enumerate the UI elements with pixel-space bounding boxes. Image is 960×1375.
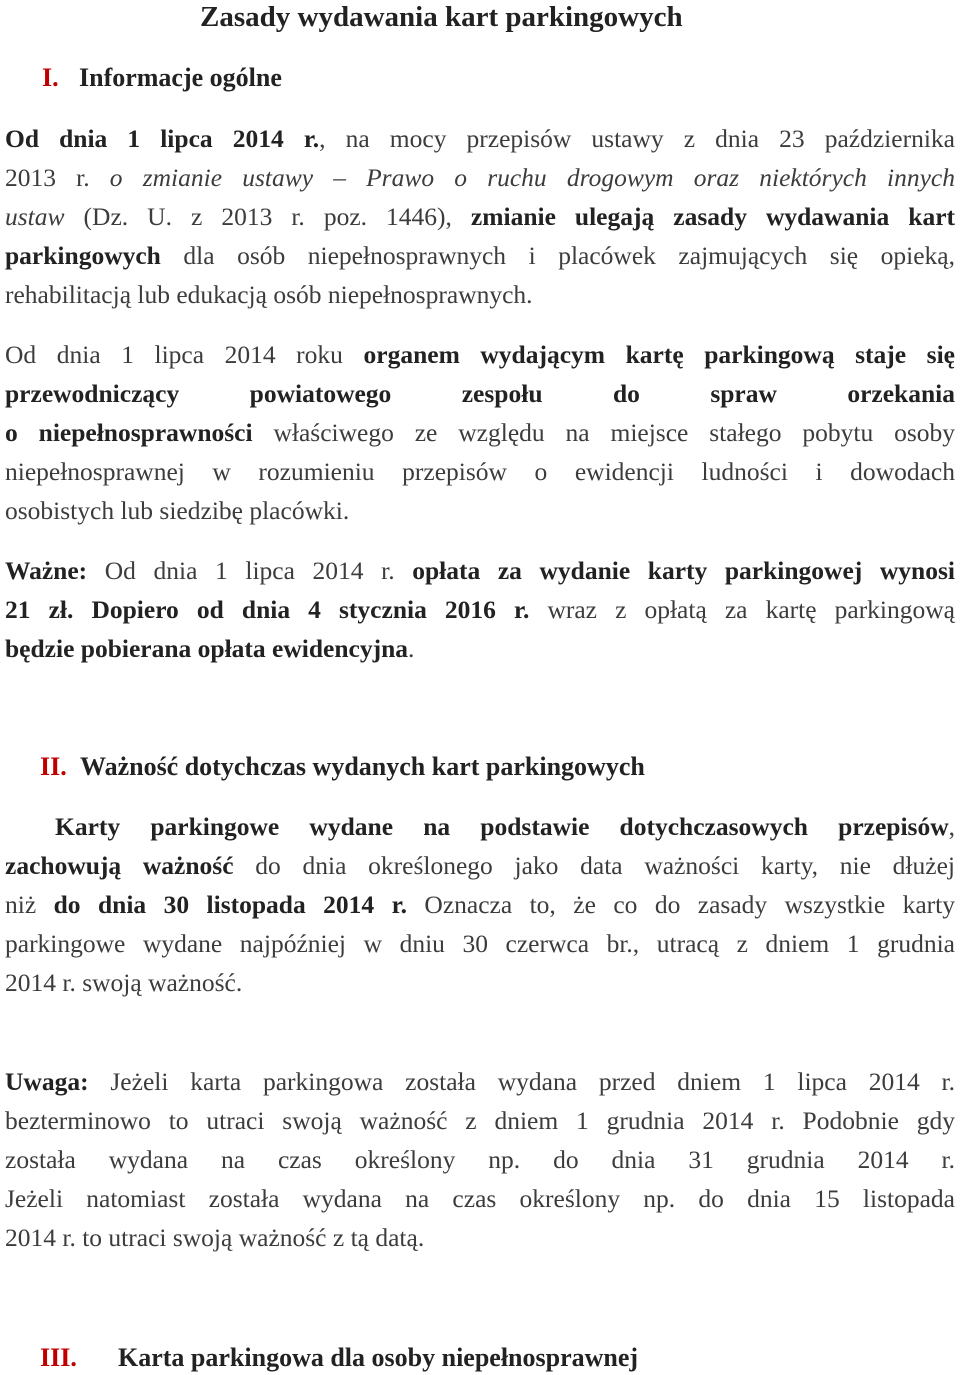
section-1-number: I. xyxy=(42,63,59,92)
s1-p2-line-4: niepełnosprawnej w rozumieniu przepisów o ewidencji ludności i dowodach xyxy=(5,457,955,486)
s1-p1-line-2: 2013 r. o zmianie ustawy – Prawo o ruchu drogowym oraz niektórych innych xyxy=(5,163,955,192)
s1-p1-line-5: rehabilitacją lub edukacją osób niepełnosprawnych. xyxy=(5,280,533,309)
section-1-title: Informacje ogólne xyxy=(79,63,282,92)
section-2-title: Ważność dotychczas wydanych kart parkingowych xyxy=(80,752,645,781)
s2-p1-line-4: parkingowe wydane najpóźniej w dniu 30 czerwca br., utracą z dniem 1 grudnia xyxy=(5,929,955,958)
section-3-number: III. xyxy=(40,1343,77,1372)
s1-p3-line-3: będzie pobierana opłata ewidencyjna. xyxy=(5,634,415,663)
s2-p1-line-2: zachowują ważność do dnia określonego jako data ważności karty, nie dłużej xyxy=(5,851,955,880)
s1-p1-line-3: ustaw (Dz. U. z 2013 r. poz. 1446), zmianie ulegają zasady wydawania kart xyxy=(5,202,955,231)
s1-p2-line-5: osobistych lub siedzibę placówki. xyxy=(5,496,350,525)
document-title: Zasady wydawania kart parkingowych xyxy=(200,1,683,33)
section-3-title: Karta parkingowa dla osoby niepełnosprawnej xyxy=(118,1343,639,1372)
s2-p1-line-5: 2014 r. swoją ważność. xyxy=(5,968,243,997)
s2-p2-line-3: została wydana na czas określony np. do dnia 31 grudnia 2014 r. xyxy=(5,1145,955,1174)
s2-p2-line-5: 2014 r. to utraci swoją ważność z tą datą. xyxy=(5,1223,425,1252)
s2-p2-line-2: bezterminowo to utraci swoją ważność z dniem 1 grudnia 2014 r. Podobnie gdy xyxy=(5,1106,955,1135)
section-2-heading xyxy=(40,751,645,783)
s2-p1-line-3: niż do dnia 30 listopada 2014 r. Oznacza to, że co do zasady wszystkie karty xyxy=(5,890,955,919)
s1-p1-line-4: parkingowych dla osób niepełnosprawnych i placówek zajmujących się opieką, xyxy=(5,241,955,270)
s1-p2-line-1: Od dnia 1 lipca 2014 roku organem wydającym kartę parkingową staje się xyxy=(5,340,955,369)
s2-p2-line-4: Jeżeli natomiast została wydana na czas określony np. do dnia 15 listopada xyxy=(5,1184,955,1213)
s1-p2-line-2: przewodniczący powiatowego zespołu do spraw orzekania xyxy=(5,379,955,408)
s1-p3-line-2: 21 zł. Dopiero od dnia 4 stycznia 2016 r. wraz z opłatą za kartę parkingową xyxy=(5,595,955,624)
s1-p3-line-1: Ważne: Od dnia 1 lipca 2014 r. opłata za wydanie karty parkingowej wynosi xyxy=(5,556,955,585)
s2-p2-line-1: Uwaga: Jeżeli karta parkingowa została wydana przed dniem 1 lipca 2014 r. xyxy=(5,1067,955,1096)
s2-p1-line-1: Karty parkingowe wydane na podstawie dotychczasowych przepisów, xyxy=(55,812,955,841)
section-3-heading xyxy=(40,1342,638,1374)
s1-p1-line-1: Od dnia 1 lipca 2014 r., na mocy przepisów ustawy z dnia 23 października xyxy=(5,124,955,153)
s1-p2-line-3: o niepełnosprawności właściwego ze względu na miejsce stałego pobytu osoby xyxy=(5,418,956,447)
section-1-heading xyxy=(42,62,282,94)
section-2-number: II. xyxy=(40,752,67,781)
